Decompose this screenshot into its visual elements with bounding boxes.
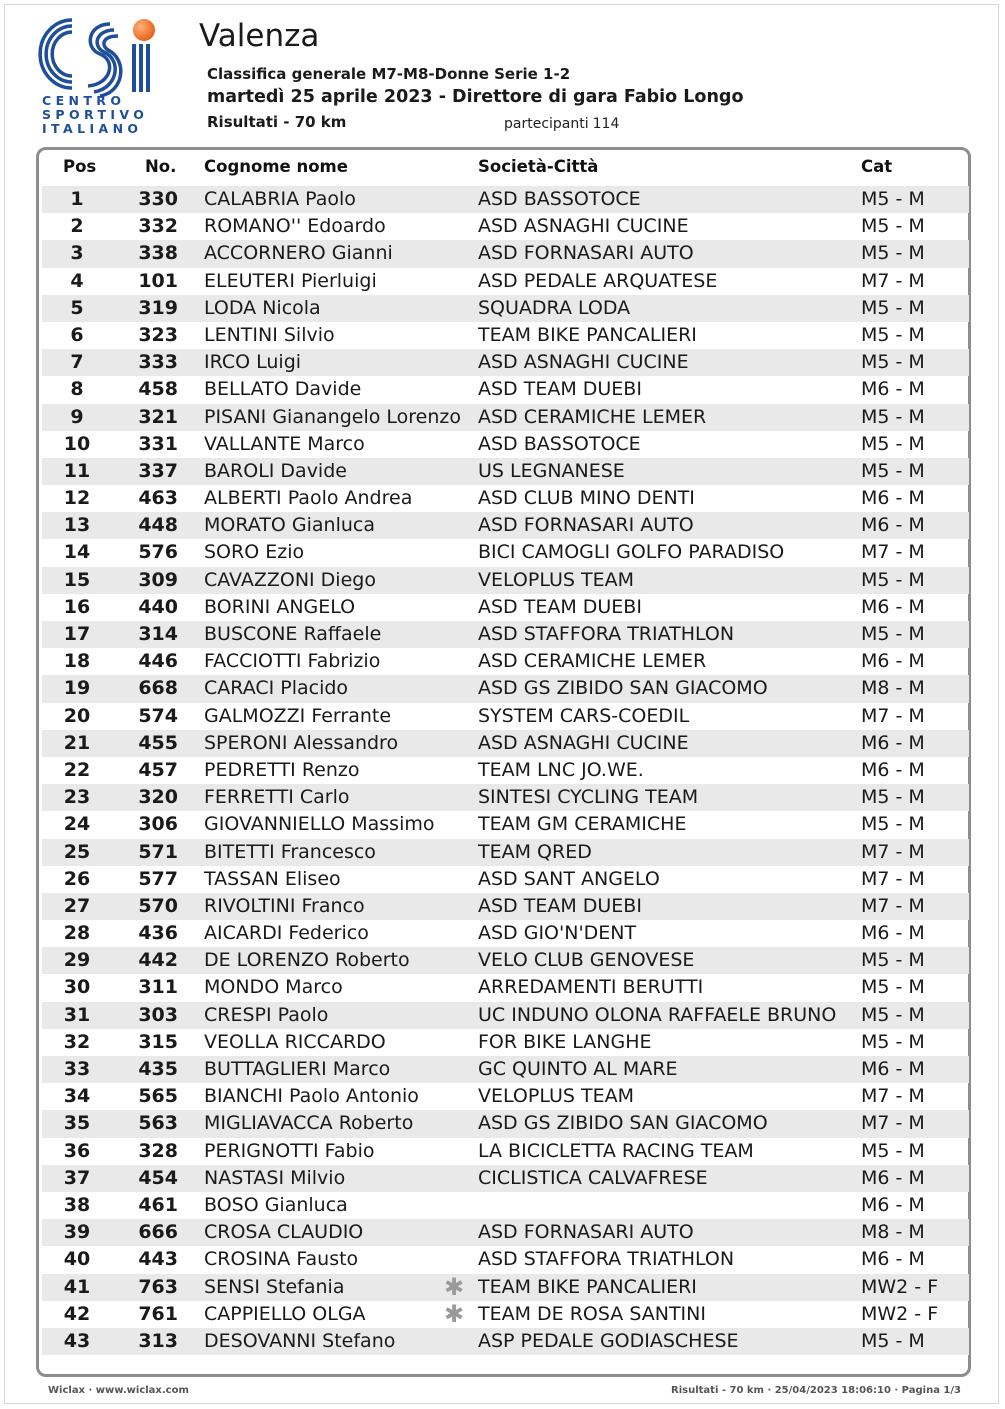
- bib-number-cell: 315: [138, 1030, 178, 1053]
- category-cell: M5 - M: [861, 351, 925, 374]
- footer-page-info: Risultati - 70 km · 25/04/2023 18:06:10 · Pagina 1/3: [671, 1385, 961, 1396]
- table-row: [42, 1138, 969, 1165]
- table-row: [42, 539, 969, 566]
- bib-number-cell: 457: [138, 758, 178, 781]
- position-cell: 41: [63, 1275, 91, 1298]
- category-cell: M5 - M: [861, 432, 925, 455]
- bib-number-cell: 101: [138, 269, 178, 292]
- bib-number-cell: 303: [138, 1003, 178, 1026]
- category-cell: M5 - M: [861, 568, 925, 591]
- team-cell: FOR BIKE LANGHE: [478, 1030, 652, 1053]
- bib-number-cell: 763: [138, 1275, 178, 1298]
- team-cell: ASD SANT ANGELO: [478, 867, 660, 890]
- bib-number-cell: 306: [138, 813, 178, 836]
- athlete-name-cell: PISANI Gianangelo Lorenzo: [204, 405, 461, 428]
- bib-number-cell: 458: [138, 378, 178, 401]
- position-cell: 6: [70, 323, 84, 346]
- table-row: [42, 920, 969, 947]
- athlete-name-cell: MIGLIAVACCA Roberto: [204, 1112, 414, 1135]
- team-cell: ASD ASNAGHI CUCINE: [478, 731, 689, 754]
- bib-number-cell: 463: [138, 487, 178, 510]
- logo-line-3: ITALIANO: [42, 121, 143, 136]
- page-title: Valenza: [199, 18, 320, 54]
- table-row: [42, 947, 969, 974]
- athlete-name-cell: DESOVANNI Stefano: [204, 1329, 396, 1352]
- table-row: [42, 458, 969, 485]
- category-cell: M6 - M: [861, 514, 925, 537]
- athlete-name-cell: CAVAZZONI Diego: [204, 568, 376, 591]
- athlete-name-cell: ROMANO'' Edoardo: [204, 215, 386, 238]
- athlete-name-cell: GALMOZZI Ferrante: [204, 704, 392, 727]
- category-cell: M6 - M: [861, 1193, 925, 1216]
- team-cell: TEAM BIKE PANCALIERI: [478, 323, 697, 346]
- table-row: [42, 485, 969, 512]
- team-cell: ASD TEAM DUEBI: [478, 894, 642, 917]
- category-cell: M7 - M: [861, 840, 925, 863]
- team-cell: VELO CLUB GENOVESE: [478, 949, 695, 972]
- athlete-name-cell: CROSA CLAUDIO: [204, 1221, 364, 1244]
- logo-text: [42, 94, 160, 136]
- logo-line-2: SPORTIVO: [42, 107, 149, 122]
- bib-number-cell: 448: [138, 514, 178, 537]
- team-cell: ASD FORNASARI AUTO: [478, 514, 694, 537]
- position-cell: 3: [70, 242, 84, 265]
- table-row: [42, 186, 969, 213]
- category-cell: M5 - M: [861, 1329, 925, 1352]
- bib-number-cell: 311: [138, 976, 178, 999]
- bib-number-cell: 319: [138, 296, 178, 319]
- position-cell: 27: [63, 894, 91, 917]
- category-cell: M5 - M: [861, 623, 925, 645]
- bib-number-cell: 320: [138, 786, 178, 809]
- table-row: [42, 1002, 969, 1029]
- team-cell: ASD CERAMICHE LEMER: [478, 405, 707, 428]
- athlete-name-cell: BIANCHI Paolo Antonio: [204, 1085, 419, 1108]
- table-row: [42, 675, 969, 702]
- athlete-name-cell: FERRETTI Carlo: [204, 786, 350, 809]
- team-cell: TEAM BIKE PANCALIERI: [478, 1275, 697, 1298]
- bib-number-cell: 440: [138, 595, 178, 618]
- race-info: martedì 25 aprile 2023 - Direttore di gara Fabio Longo: [207, 87, 744, 107]
- category-cell: M6 - M: [861, 378, 925, 401]
- team-cell: ASD GS ZIBIDO SAN GIACOMO: [478, 677, 768, 700]
- table-row: [42, 213, 969, 240]
- bib-number-cell: 563: [138, 1112, 178, 1135]
- bib-number-cell: 443: [138, 1248, 178, 1271]
- column-header-number: No.: [145, 157, 177, 176]
- table-row: [42, 295, 969, 322]
- position-cell: 31: [63, 1003, 91, 1026]
- bib-number-cell: 761: [138, 1302, 178, 1325]
- table-row: [42, 1110, 969, 1137]
- bib-number-cell: 330: [138, 188, 178, 210]
- athlete-name-cell: MONDO Marco: [204, 976, 343, 999]
- position-cell: 8: [70, 378, 84, 401]
- athlete-name-cell: CAPPIELLO OLGA: [204, 1302, 366, 1325]
- team-cell: ASD FORNASARI AUTO: [478, 1221, 694, 1244]
- category-cell: M6 - M: [861, 1058, 925, 1080]
- column-header-category: Cat: [861, 157, 893, 176]
- table-row: [42, 349, 969, 376]
- athlete-name-cell: LENTINI Silvio: [204, 323, 335, 346]
- athlete-name-cell: DE LORENZO Roberto: [204, 949, 410, 972]
- athlete-name-cell: MORATO Gianluca: [204, 514, 375, 537]
- athlete-name-cell: VALLANTE Marco: [204, 432, 365, 455]
- team-cell: ASD ASNAGHI CUCINE: [478, 351, 689, 374]
- position-cell: 4: [70, 269, 84, 292]
- team-cell: SYSTEM CARS-COEDIL: [478, 704, 690, 727]
- category-cell: M6 - M: [861, 650, 925, 673]
- team-cell: TEAM QRED: [478, 840, 592, 863]
- bib-number-cell: 332: [138, 215, 178, 238]
- position-cell: 42: [63, 1302, 91, 1325]
- bib-number-cell: 331: [138, 432, 178, 455]
- position-cell: 21: [63, 731, 91, 754]
- table-row: [42, 1274, 969, 1301]
- team-cell: ASD GS ZIBIDO SAN GIACOMO: [478, 1112, 768, 1135]
- category-cell: M5 - M: [861, 1030, 925, 1053]
- team-cell: UC INDUNO OLONA RAFFAELE BRUNO: [478, 1003, 837, 1026]
- position-cell: 19: [63, 677, 91, 700]
- position-cell: 13: [63, 514, 91, 537]
- position-cell: 15: [63, 568, 91, 591]
- bib-number-cell: 435: [138, 1058, 178, 1080]
- athlete-name-cell: IRCO Luigi: [204, 351, 302, 374]
- team-cell: GC QUINTO AL MARE: [478, 1058, 678, 1080]
- athlete-name-cell: BITETTI Francesco: [204, 840, 376, 863]
- category-cell: M5 - M: [861, 949, 925, 972]
- category-cell: M7 - M: [861, 704, 925, 727]
- table-row: [42, 1165, 969, 1192]
- table-row: [42, 1192, 969, 1219]
- athlete-name-cell: SPERONI Alessandro: [204, 731, 399, 754]
- table-row: [42, 431, 969, 458]
- athlete-name-cell: TASSAN Eliseo: [204, 867, 341, 890]
- table-row: [42, 703, 969, 730]
- position-cell: 16: [63, 595, 91, 618]
- table-row: [42, 240, 969, 267]
- bib-number-cell: 666: [138, 1221, 178, 1244]
- position-cell: 35: [63, 1112, 91, 1135]
- bib-number-cell: 461: [138, 1193, 178, 1216]
- bib-number-cell: 333: [138, 351, 178, 374]
- athlete-name-cell: FACCIOTTI Fabrizio: [204, 650, 381, 673]
- category-cell: M6 - M: [861, 922, 925, 945]
- athlete-name-cell: ELEUTERI Pierluigi: [204, 269, 377, 292]
- category-cell: M6 - M: [861, 595, 925, 618]
- athlete-name-cell: GIOVANNIELLO Massimo: [204, 813, 435, 836]
- athlete-name-cell: BUSCONE Raffaele: [204, 623, 382, 645]
- athlete-name-cell: NASTASI Milvio: [204, 1166, 346, 1189]
- table-row: [42, 839, 969, 866]
- category-cell: M5 - M: [861, 242, 925, 265]
- table-row: [42, 322, 969, 349]
- team-cell: ASD ASNAGHI CUCINE: [478, 215, 689, 238]
- team-cell: ASD BASSOTOCE: [478, 188, 641, 210]
- category-cell: MW2 - F: [861, 1302, 939, 1325]
- table-row: [42, 811, 969, 838]
- column-header-name: Cognome nome: [204, 157, 348, 176]
- category-cell: M7 - M: [861, 1112, 925, 1135]
- category-cell: M6 - M: [861, 1166, 925, 1189]
- team-cell: ASD FORNASARI AUTO: [478, 242, 694, 265]
- category-cell: MW2 - F: [861, 1275, 939, 1298]
- team-cell: ASD TEAM DUEBI: [478, 378, 642, 401]
- athlete-name-cell: ACCORNERO Gianni: [204, 242, 393, 265]
- team-cell: CICLISTICA CALVAFRESE: [478, 1166, 708, 1189]
- team-cell: SINTESI CYCLING TEAM: [478, 786, 699, 809]
- results-table: [42, 186, 969, 1355]
- footer-credit: Wiclax · www.wiclax.com: [48, 1385, 189, 1396]
- position-cell: 18: [63, 650, 91, 673]
- athlete-name-cell: BORINI ANGELO: [204, 595, 356, 618]
- position-cell: 9: [70, 405, 84, 428]
- bib-number-cell: 577: [138, 867, 178, 890]
- table-row: [42, 648, 969, 675]
- athlete-name-cell: RIVOLTINI Franco: [204, 894, 365, 917]
- bib-number-cell: 668: [138, 677, 178, 700]
- bib-number-cell: 574: [138, 704, 178, 727]
- race-distance: Risultati - 70 km: [207, 113, 347, 131]
- bib-number-cell: 446: [138, 650, 178, 673]
- position-cell: 5: [70, 296, 84, 319]
- column-header-team: Società-Città: [478, 157, 599, 176]
- team-cell: ASD GIO'N'DENT: [478, 922, 637, 945]
- team-cell: SQUADRA LODA: [478, 296, 631, 319]
- position-cell: 22: [63, 758, 91, 781]
- table-row: [42, 376, 969, 403]
- athlete-name-cell: VEOLLA RICCARDO: [204, 1030, 386, 1053]
- athlete-name-cell: BUTTAGLIERI Marco: [204, 1058, 391, 1080]
- athlete-name-cell: LODA Nicola: [204, 296, 321, 319]
- table-row: [42, 1246, 969, 1273]
- category-cell: M5 - M: [861, 1003, 925, 1026]
- page-subtitle: Classifica generale M7-M8-Donne Serie 1-2: [207, 65, 571, 83]
- category-cell: M5 - M: [861, 323, 925, 346]
- athlete-name-cell: AICARDI Federico: [204, 922, 369, 945]
- bib-number-cell: 571: [138, 840, 178, 863]
- participants-number: 114: [592, 116, 620, 132]
- position-cell: 34: [63, 1085, 91, 1108]
- column-header-pos: Pos: [63, 157, 97, 176]
- table-row: [42, 1029, 969, 1056]
- category-cell: M7 - M: [861, 894, 925, 917]
- athlete-name-cell: CRESPI Paolo: [204, 1003, 329, 1026]
- team-cell: TEAM LNC JO.WE.: [478, 758, 644, 781]
- bib-number-cell: 309: [138, 568, 178, 591]
- table-row: [42, 621, 969, 648]
- position-cell: 38: [63, 1193, 91, 1216]
- bib-number-cell: 436: [138, 922, 178, 945]
- category-cell: M6 - M: [861, 487, 925, 510]
- athlete-name-cell: CALABRIA Paolo: [204, 188, 356, 210]
- bib-number-cell: 321: [138, 405, 178, 428]
- team-cell: ASD STAFFORA TRIATHLON: [478, 623, 735, 645]
- category-cell: M5 - M: [861, 459, 925, 482]
- table-row: [42, 1219, 969, 1246]
- bib-number-cell: 442: [138, 949, 178, 972]
- table-row: [42, 893, 969, 920]
- table-row: [42, 404, 969, 431]
- category-cell: M7 - M: [861, 1085, 925, 1108]
- position-cell: 17: [63, 623, 91, 645]
- athlete-name-cell: SENSI Stefania: [204, 1275, 345, 1298]
- position-cell: 12: [63, 487, 91, 510]
- position-cell: 14: [63, 541, 91, 564]
- team-cell: VELOPLUS TEAM: [478, 1085, 634, 1108]
- team-cell: VELOPLUS TEAM: [478, 568, 634, 591]
- bib-number-cell: 314: [138, 623, 178, 645]
- athlete-name-cell: ALBERTI Paolo Andrea: [204, 487, 413, 510]
- asterisk-icon: ✱: [444, 1272, 465, 1301]
- category-cell: M5 - M: [861, 786, 925, 809]
- table-row: [42, 567, 969, 594]
- team-cell: US LEGNANESE: [478, 459, 625, 482]
- athlete-name-cell: BELLATO Davide: [204, 378, 362, 401]
- team-cell: ASD TEAM DUEBI: [478, 595, 642, 618]
- logo-line-1: CENTRO: [42, 93, 126, 108]
- participants-count: [504, 116, 623, 132]
- category-cell: M7 - M: [861, 541, 925, 564]
- team-cell: TEAM DE ROSA SANTINI: [478, 1302, 706, 1325]
- athlete-name-cell: PERIGNOTTI Fabio: [204, 1139, 375, 1162]
- position-cell: 28: [63, 922, 91, 945]
- position-cell: 36: [63, 1139, 91, 1162]
- category-cell: M7 - M: [861, 269, 925, 292]
- table-row: [42, 974, 969, 1001]
- category-cell: M5 - M: [861, 813, 925, 836]
- table-row: [42, 866, 969, 893]
- table-row: [42, 594, 969, 621]
- table-row: [42, 1056, 969, 1083]
- bib-number-cell: 576: [138, 541, 178, 564]
- category-cell: M5 - M: [861, 215, 925, 238]
- position-cell: 25: [63, 840, 91, 863]
- position-cell: 29: [63, 949, 91, 972]
- bib-number-cell: 454: [138, 1166, 178, 1189]
- table-row: [42, 1301, 969, 1328]
- position-cell: 43: [63, 1329, 91, 1352]
- category-cell: M5 - M: [861, 405, 925, 428]
- category-cell: M8 - M: [861, 677, 925, 700]
- category-cell: M5 - M: [861, 976, 925, 999]
- position-cell: 30: [63, 976, 91, 999]
- team-cell: ARREDAMENTI BERUTTI: [478, 976, 704, 999]
- position-cell: 37: [63, 1166, 91, 1189]
- category-cell: M7 - M: [861, 867, 925, 890]
- position-cell: 32: [63, 1030, 91, 1053]
- bib-number-cell: 570: [138, 894, 178, 917]
- category-cell: M6 - M: [861, 1248, 925, 1271]
- position-cell: 7: [70, 351, 84, 374]
- participants-label: partecipanti: [504, 116, 589, 132]
- position-cell: 39: [63, 1221, 91, 1244]
- athlete-name-cell: SORO Ezio: [204, 541, 305, 564]
- category-cell: M6 - M: [861, 731, 925, 754]
- bib-number-cell: 323: [138, 323, 178, 346]
- team-cell: ASD STAFFORA TRIATHLON: [478, 1248, 735, 1271]
- team-cell: TEAM GM CERAMICHE: [478, 813, 687, 836]
- position-cell: 33: [63, 1058, 91, 1080]
- position-cell: 2: [70, 215, 84, 238]
- position-cell: 20: [63, 704, 91, 727]
- bib-number-cell: 337: [138, 459, 178, 482]
- team-cell: LA BICICLETTA RACING TEAM: [478, 1139, 754, 1162]
- team-cell: ASP PEDALE GODIASCHESE: [478, 1329, 739, 1352]
- category-cell: M5 - M: [861, 296, 925, 319]
- category-cell: M6 - M: [861, 758, 925, 781]
- athlete-name-cell: BAROLI Davide: [204, 459, 347, 482]
- team-cell: ASD CLUB MINO DENTI: [478, 487, 695, 510]
- position-cell: 26: [63, 867, 91, 890]
- position-cell: 11: [63, 459, 91, 482]
- table-row: [42, 784, 969, 811]
- bib-number-cell: 338: [138, 242, 178, 265]
- bib-number-cell: 313: [138, 1329, 178, 1352]
- athlete-name-cell: PEDRETTI Renzo: [204, 758, 360, 781]
- table-row: [42, 268, 969, 295]
- table-row: [42, 730, 969, 757]
- team-cell: ASD CERAMICHE LEMER: [478, 650, 707, 673]
- category-cell: M5 - M: [861, 188, 925, 210]
- athlete-name-cell: BOSO Gianluca: [204, 1193, 348, 1216]
- position-cell: 23: [63, 786, 91, 809]
- team-cell: ASD BASSOTOCE: [478, 432, 641, 455]
- team-cell: ASD PEDALE ARQUATESE: [478, 269, 718, 292]
- team-cell: BICI CAMOGLI GOLFO PARADISO: [478, 541, 785, 564]
- position-cell: 24: [63, 813, 91, 836]
- position-cell: 10: [63, 432, 91, 455]
- table-row: [42, 757, 969, 784]
- table-row: [42, 512, 969, 539]
- position-cell: 40: [63, 1248, 91, 1271]
- table-row: [42, 1083, 969, 1110]
- bib-number-cell: 565: [138, 1085, 178, 1108]
- bib-number-cell: 455: [138, 731, 178, 754]
- category-cell: M5 - M: [861, 1139, 925, 1162]
- asterisk-icon: ✱: [444, 1299, 465, 1328]
- table-row: [42, 1328, 969, 1355]
- athlete-name-cell: CROSINA Fausto: [204, 1248, 359, 1271]
- athlete-name-cell: CARACI Placido: [204, 677, 349, 700]
- category-cell: M8 - M: [861, 1221, 925, 1244]
- position-cell: 1: [70, 188, 84, 210]
- bib-number-cell: 328: [138, 1139, 178, 1162]
